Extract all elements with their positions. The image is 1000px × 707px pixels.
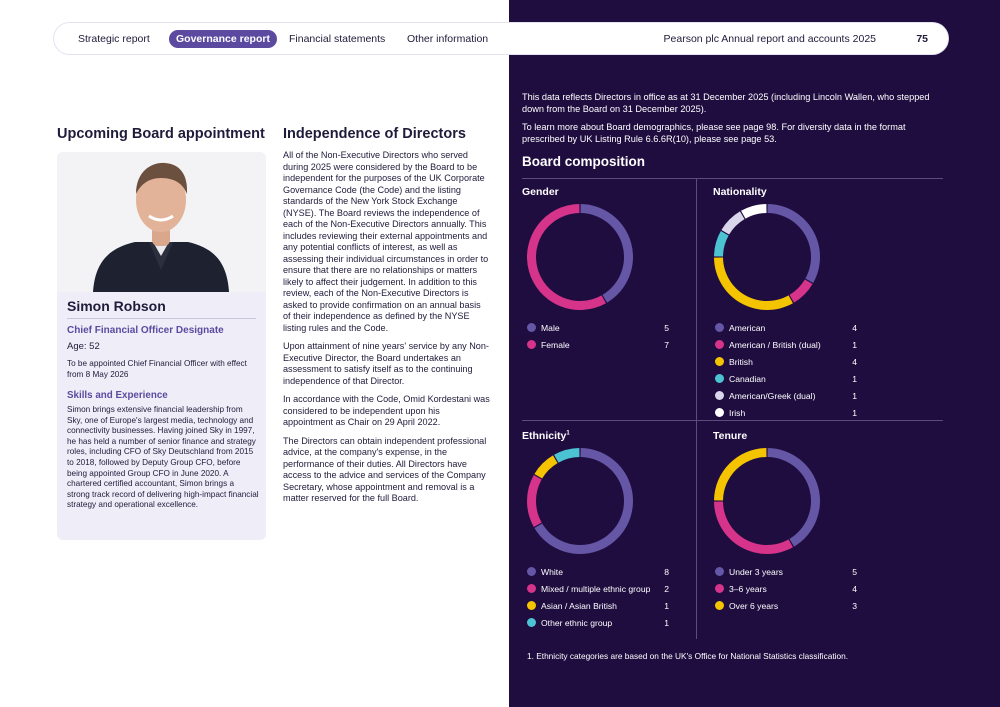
- legend-label: American / British (dual): [729, 339, 821, 350]
- gender-slice-male: [581, 204, 633, 303]
- legend-label: British: [729, 356, 753, 367]
- legend-swatch: [715, 601, 724, 610]
- legend-label: Irish: [729, 407, 746, 418]
- independence-paragraph: All of the Non-Executive Directors who served during 2025 were considered by the Board to be independent for the purposes of the UK Corporate Governance Code (the Code) and the listing standards of the New York Stock Exchange (NYSE). The Board reviews the independence of each of the Non-Executive Directors annually. This includes reviewing their external appointments and any potential conflicts of interest, as well as assessing their individual circumstances in order to ensure that there are no relationships or matters likely to affect their judgement. In addition to this review, each of the Non-Executive Directors is asked to provide confirmation on an annual basis of their independence as defined by the NYSE listing rules and the Code.: [283, 150, 489, 333]
- tab-governance-report[interactable]: Governance report: [169, 30, 277, 48]
- ethnicity-legend: [527, 563, 669, 631]
- legend-row: [715, 563, 857, 580]
- independence-paragraph: Upon attainment of nine years' service by any Non-Executive Director, the Board undertakes an assessment to satisfy itself as to the continuing independence of that Director.: [283, 341, 489, 386]
- nationality-chart-title: Nationality: [713, 186, 767, 198]
- legend-row: [527, 614, 669, 631]
- legend-value: 1: [664, 600, 669, 611]
- legend-swatch: [715, 323, 724, 332]
- legend-row: [527, 336, 669, 353]
- ethnicity-slice-other-ethnic-group: [554, 448, 579, 463]
- person-name: Simon Robson: [67, 298, 166, 314]
- tenure-slice-under-3-years: [768, 448, 820, 547]
- legend-value: 1: [852, 339, 857, 350]
- gender-chart-title: Gender: [522, 186, 559, 198]
- legend-swatch: [527, 567, 536, 576]
- legend-swatch: [715, 408, 724, 417]
- legend-swatch: [527, 584, 536, 593]
- legend-label: Under 3 years: [729, 566, 783, 577]
- ethnicity-slice-asian-asian-british: [534, 455, 557, 478]
- ethnicity-chart-title: [522, 430, 570, 442]
- legend-label: Mixed / multiple ethnic group: [541, 583, 651, 594]
- board-composition-heading: Board composition: [522, 154, 646, 169]
- intro-paragraph: To learn more about Board demographics, please see page 98. For diversity data in the format prescribed by UK Listing Rule 6.6.6R(10), please see page 53.: [522, 122, 906, 144]
- legend-value: 2: [664, 583, 669, 594]
- legend-value: 4: [852, 322, 857, 333]
- composition-intro: [522, 92, 947, 152]
- legend-row: [715, 336, 857, 353]
- legend-swatch: [715, 374, 724, 383]
- ethnicity-donut-chart: [525, 446, 635, 556]
- gender-donut-chart: [525, 202, 635, 312]
- nationality-slice-american-greek-dual: [721, 211, 744, 234]
- legend-value: 1: [664, 617, 669, 628]
- legend-value: 4: [852, 583, 857, 594]
- legend-value: 4: [852, 356, 857, 367]
- nationality-slice-canadian: [714, 231, 729, 256]
- legend-value: 5: [664, 322, 669, 333]
- legend-value: 8: [664, 566, 669, 577]
- person-role: Chief Financial Officer Designate: [67, 325, 224, 336]
- legend-label: American/Greek (dual): [729, 390, 816, 401]
- legend-label: 3–6 years: [729, 583, 767, 594]
- tab-financial-statements[interactable]: Financial statements: [289, 33, 386, 45]
- tenure-donut-chart: [712, 446, 822, 556]
- chart-grid-vertical-divider: [696, 179, 697, 639]
- legend-label: White: [541, 566, 563, 577]
- legend-row: [715, 370, 857, 387]
- person-age: Age: 52: [67, 341, 100, 352]
- independence-paragraph: The Directors can obtain independent professional advice, at the company's expense, in the performance of their duties. All Directors have access to the advice and services of the Company Secretary, whose appointment and removal is a matter reserved for the full Board.: [283, 435, 487, 503]
- ethnicity-footnote: 1. Ethnicity categories are based on the UK's Office for National Statistics classification.: [527, 651, 849, 661]
- legend-value: 1: [852, 407, 857, 418]
- tenure-slice-3-6-years: [714, 502, 793, 554]
- legend-swatch: [527, 340, 536, 349]
- legend-row: [527, 319, 669, 336]
- legend-label: Other ethnic group: [541, 617, 613, 628]
- legend-value: 7: [664, 339, 669, 350]
- legend-value: 5: [852, 566, 857, 577]
- ethnicity-title-text: Ethnicity: [522, 430, 567, 442]
- legend-row: [715, 597, 857, 614]
- nationality-slice-irish: [741, 204, 766, 219]
- top-navigation: [54, 23, 948, 54]
- nationality-slice-british: [714, 258, 793, 310]
- page-number: 75: [916, 33, 928, 45]
- legend-row: [715, 404, 857, 421]
- upcoming-appointment-heading: Upcoming Board appointment: [57, 126, 265, 142]
- portrait-photo: [57, 152, 266, 292]
- legend-label: Asian / Asian British: [541, 600, 617, 611]
- legend-value: 1: [852, 373, 857, 384]
- independence-heading: Independence of Directors: [283, 126, 466, 142]
- legend-label: Female: [541, 339, 570, 350]
- legend-row: [527, 580, 669, 597]
- legend-swatch: [715, 391, 724, 400]
- legend-swatch: [527, 323, 536, 332]
- legend-value: 1: [852, 390, 857, 401]
- legend-row: [715, 580, 857, 597]
- card-divider: [67, 318, 256, 319]
- skills-heading: Skills and Experience: [67, 390, 168, 401]
- legend-swatch: [527, 618, 536, 627]
- report-title: Pearson plc Annual report and accounts 2025: [663, 33, 876, 45]
- legend-row: [715, 319, 857, 336]
- legend-swatch: [715, 357, 724, 366]
- intro-paragraph: This data reflects Directors in office as at 31 December 2025 (including Lincoln Wallen, who stepped down from the Board on 31 December 2025).: [522, 92, 930, 114]
- nationality-legend: [715, 319, 857, 421]
- legend-row: [715, 387, 857, 404]
- tenure-slice-over-6-years: [714, 448, 766, 500]
- appointment-card: [57, 152, 266, 540]
- tab-strategic-report[interactable]: Strategic report: [78, 33, 150, 45]
- nationality-donut-chart: [712, 202, 822, 312]
- gender-legend: [527, 319, 669, 353]
- legend-value: 3: [852, 600, 857, 611]
- ethnicity-slice-mixed-multiple-ethnic-group: [527, 475, 542, 527]
- legend-swatch: [715, 584, 724, 593]
- ethnicity-footnote-marker: 1: [566, 430, 570, 437]
- independence-body: [283, 150, 490, 512]
- legend-label: American: [729, 322, 766, 333]
- legend-swatch: [715, 340, 724, 349]
- legend-row: [527, 563, 669, 580]
- legend-row: [715, 353, 857, 370]
- tab-other-information[interactable]: Other information: [407, 33, 489, 45]
- appointment-date-text: To be appointed Chief Financial Officer with effect from 8 May 2026: [67, 359, 247, 379]
- gender-slice-female: [527, 204, 606, 310]
- tenure-legend: [715, 563, 857, 614]
- composition-divider: [522, 178, 943, 179]
- legend-label: Male: [541, 322, 560, 333]
- legend-label: Over 6 years: [729, 600, 779, 611]
- nationality-slice-american: [768, 204, 820, 283]
- independence-paragraph: In accordance with the Code, Omid Kordestani was considered to be independent upon his appointment as Chair on 29 April 2022.: [283, 394, 490, 427]
- portrait-illustration: [57, 152, 266, 292]
- tenure-chart-title: Tenure: [713, 430, 748, 442]
- legend-swatch: [715, 567, 724, 576]
- legend-row: [527, 597, 669, 614]
- legend-swatch: [527, 601, 536, 610]
- skills-text: Simon brings extensive financial leadership from Sky, one of Europe's largest media, technology and connectivity businesses. Having joined Sky in 1997, he has held a number of senior finance and strategy roles, including CFO of Sky Deutschland from 2015 to 2018, followed by Deputy Group CFO, before being appointed Group CFO in June 2020. A chartered certified accountant, Simon brings a strong track record of delivering high-impact financial strategy and operational excellence.: [67, 405, 259, 510]
- nationality-slice-american-british-dual: [789, 279, 812, 302]
- legend-label: Canadian: [729, 373, 766, 384]
